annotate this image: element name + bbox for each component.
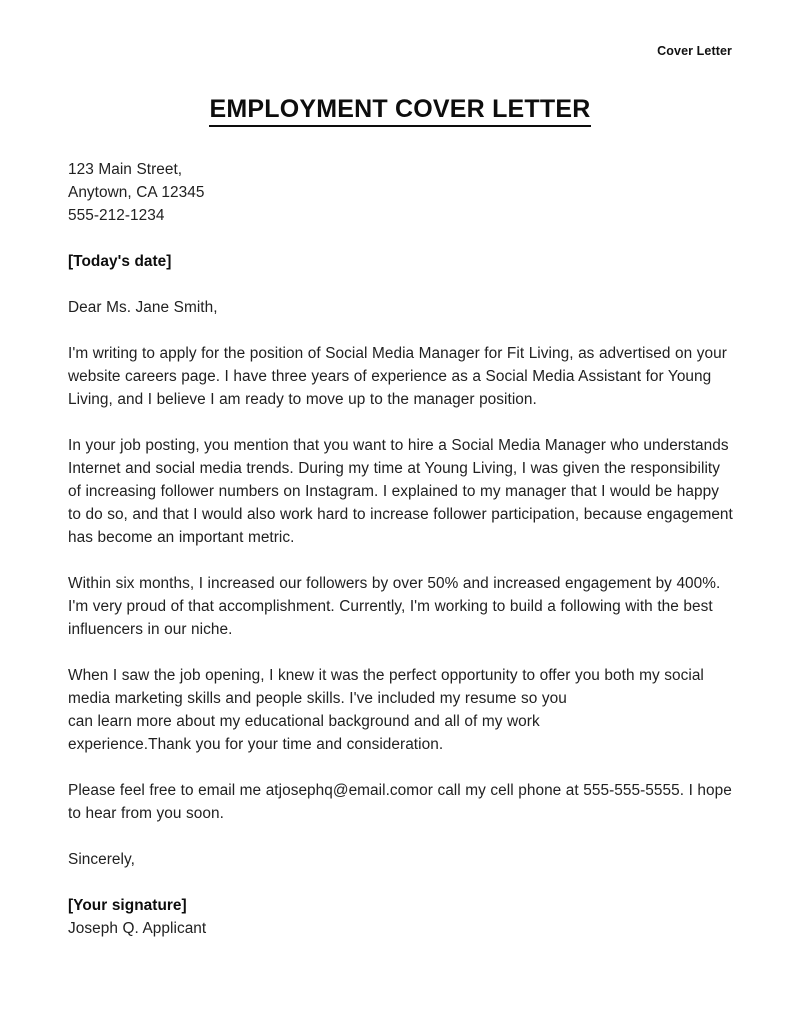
body-paragraph-4-line-2: can learn more about my educational background and all of my work	[68, 713, 540, 730]
spacer	[68, 319, 734, 342]
body-paragraph-2: In your job posting, you mention that you want to hire a Social Media Manager who understands Internet and social media trends. During my time at Young Living, I was given the responsibility of increasing follower numbers on Instagram. I explained to my manager that I would be happy to do so, and that I would also work hard to increase follower participation, because engagement has become an important metric.	[68, 437, 733, 546]
spacer	[68, 825, 734, 848]
body-paragraph-4-line-3: experience.Thank you for your time and consideration.	[68, 736, 444, 753]
body-paragraph-4	[68, 664, 734, 756]
spacer	[68, 227, 734, 250]
body-paragraph-3: Within six months, I increased our followers by over 50% and increased engagement by 400%. I'm very proud of that accomplishment. Currently, I'm working to build a following with the best influencers in our niche.	[68, 575, 721, 638]
body-paragraph-1: I'm writing to apply for the position of Social Media Manager for Fit Living, as advertised on your website careers page. I have three years of experience as a Social Media Assistant for Young Living, and I believe I am ready to move up to the manager position.	[68, 345, 727, 408]
spacer	[68, 273, 734, 296]
page-title	[0, 94, 800, 127]
document-header-label: Cover Letter	[657, 44, 732, 58]
contact-paragraph: Please feel free to email me atjosephq@email.comor call my cell phone at 555-555-5555. I hope to hear from you soon.	[68, 782, 732, 822]
spacer	[68, 641, 734, 664]
closing: Sincerely,	[68, 851, 135, 868]
signer-name: Joseph Q. Applicant	[68, 920, 207, 937]
sender-street: 123 Main Street,	[68, 161, 183, 178]
page-title-text: EMPLOYMENT COVER LETTER	[209, 94, 590, 127]
spacer	[68, 549, 734, 572]
date-placeholder: [Today's date]	[68, 253, 172, 270]
salutation: Dear Ms. Jane Smith,	[68, 299, 218, 316]
body-paragraph-4-line-1: When I saw the job opening, I knew it was the perfect opportunity to offer you both my social media marketing skills and people skills. I've included my resume so you	[68, 667, 704, 707]
sender-phone: 555-212-1234	[68, 207, 165, 224]
spacer	[68, 411, 734, 434]
spacer	[68, 871, 734, 894]
signature-placeholder: [Your signature]	[68, 897, 187, 914]
spacer	[68, 756, 734, 779]
letter-body	[68, 158, 734, 940]
sender-city-state-zip: Anytown, CA 12345	[68, 184, 205, 201]
